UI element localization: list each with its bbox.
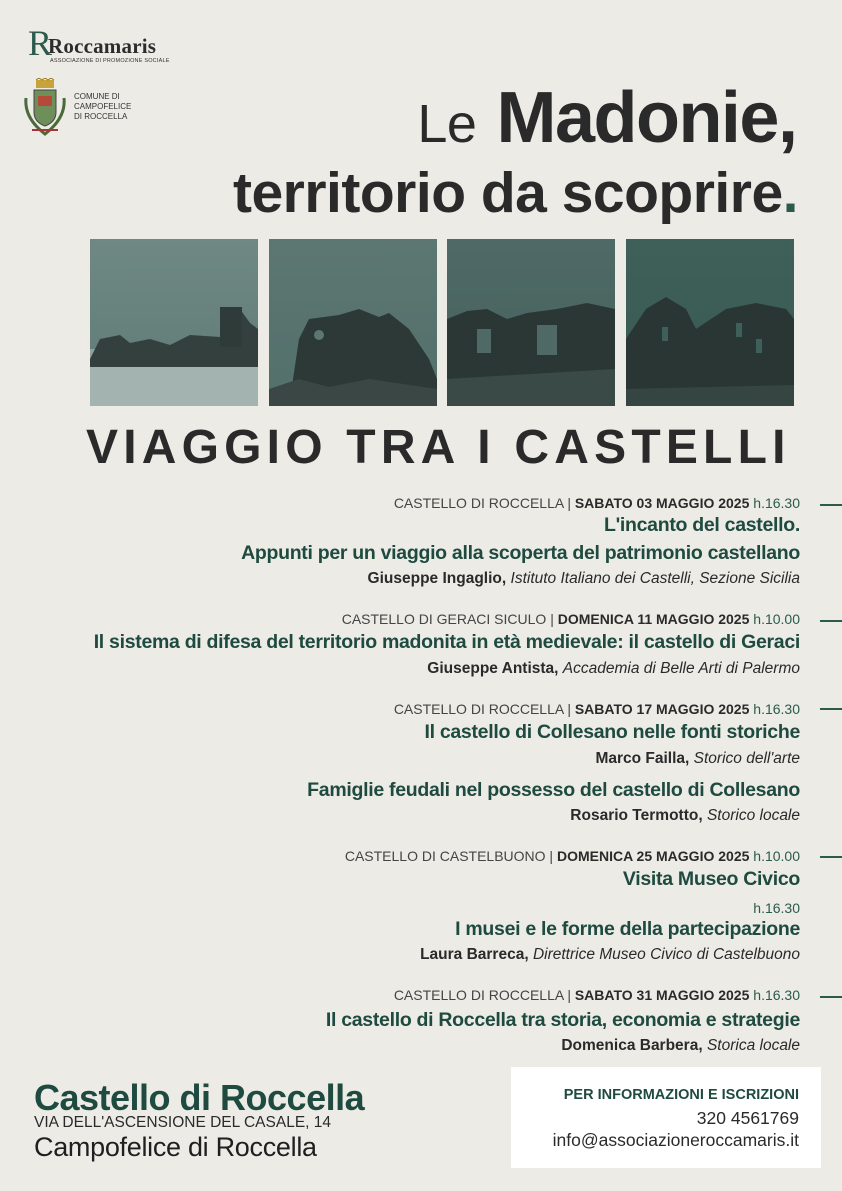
event-dash xyxy=(820,996,842,998)
speaker-affiliation: Storico locale xyxy=(706,807,800,824)
page-title-line2 xyxy=(233,160,798,226)
talk-title: Visita Museo Civico xyxy=(622,868,800,890)
event-meta xyxy=(394,701,800,717)
talk-title: Famiglie feudali nel possesso del castello di Collesano xyxy=(307,779,800,801)
event-dash xyxy=(820,856,842,858)
event-place: CASTELLO DI GERACI SICULO | xyxy=(341,611,554,627)
title-madonie: Madonie xyxy=(496,78,778,158)
speaker-name: Giuseppe Antista, xyxy=(427,660,559,677)
event-place: CASTELLO DI ROCCELLA | xyxy=(393,987,571,1003)
event-date: DOMENICA 11 MAGGIO 2025 xyxy=(557,611,750,627)
event-time: h.16.30 xyxy=(753,987,800,1003)
comune-line: COMUNE DI xyxy=(74,92,120,101)
speaker-affiliation: Storica locale xyxy=(706,1037,800,1054)
comune-line: DI ROCCELLA xyxy=(74,112,128,121)
event-place: CASTELLO DI CASTELBUONO | xyxy=(344,848,554,864)
title-line2-text: territorio da scoprire xyxy=(233,161,783,225)
info-email[interactable]: info@associazioneroccamaris.it xyxy=(552,1130,799,1150)
comune-logo xyxy=(22,78,162,138)
speaker-name: Giuseppe Ingaglio, xyxy=(367,570,507,587)
speaker-affiliation: Istituto Italiano dei Castelli, Sezione Sicilia xyxy=(510,570,800,587)
venue-name: Castello di Roccella xyxy=(34,1077,365,1118)
info-label: PER INFORMAZIONI E ISCRIZIONI xyxy=(563,1087,799,1103)
title-dot: . xyxy=(782,161,798,225)
speaker xyxy=(420,946,800,964)
speaker xyxy=(561,1037,800,1055)
speaker xyxy=(368,570,800,588)
venue-town: Campofelice di Roccella xyxy=(34,1132,317,1162)
event-dash xyxy=(820,708,842,710)
section-title: VIAGGIO TRA I CASTELLI xyxy=(86,421,791,474)
event-dash xyxy=(820,504,842,506)
speaker xyxy=(570,807,800,825)
talk-title: Il sistema di difesa del territorio madonita in età medievale: il castello di Geraci xyxy=(93,631,800,653)
event-date: SABATO 03 MAGGIO 2025 xyxy=(574,495,750,511)
brand-initial: R xyxy=(28,23,53,63)
talk-title: I musei e le forme della partecipazione xyxy=(455,918,800,940)
castle-photo-3 xyxy=(447,239,615,406)
event-time: h.16.30 xyxy=(753,495,800,511)
brand-tagline: ASSOCIAZIONE DI PROMOZIONE SOCIALE xyxy=(50,58,170,64)
talk-title: L'incanto del castello. xyxy=(603,514,800,536)
brand-name: Roccamaris xyxy=(48,34,157,58)
event-date: SABATO 17 MAGGIO 2025 xyxy=(574,701,750,717)
info-phone[interactable]: 320 4561769 xyxy=(696,1108,799,1128)
title-comma: , xyxy=(777,78,798,158)
event-time: h.16.30 xyxy=(753,900,800,916)
roccamaris-logo xyxy=(28,23,188,68)
info-box xyxy=(511,1067,821,1168)
event-place: CASTELLO DI ROCCELLA | xyxy=(393,495,571,511)
comune-line: CAMPOFELICE xyxy=(74,102,132,111)
event-date: DOMENICA 25 MAGGIO 2025 xyxy=(556,848,750,864)
castle-photo-1 xyxy=(90,239,258,406)
castle-photo-2 xyxy=(269,239,437,406)
speaker-affiliation: Storico dell'arte xyxy=(693,750,800,767)
speaker-name: Rosario Termotto, xyxy=(570,807,703,824)
talk-title: Appunti per un viaggio alla scoperta del patrimonio castellano xyxy=(241,542,800,564)
title-le: Le xyxy=(417,94,477,154)
speaker xyxy=(427,660,800,678)
event-place: CASTELLO DI ROCCELLA | xyxy=(393,701,571,717)
event-time: h.10.00 xyxy=(753,611,800,627)
event-time: h.16.30 xyxy=(753,701,800,717)
venue-address: VIA DELL'ASCENSIONE DEL CASALE, 14 xyxy=(34,1114,332,1131)
event-meta xyxy=(394,495,800,511)
event-meta xyxy=(342,611,800,627)
event-meta xyxy=(345,848,800,864)
speaker-name: Laura Barreca, xyxy=(420,946,529,963)
event-date: SABATO 31 MAGGIO 2025 xyxy=(574,987,750,1003)
speaker-name: Domenica Barbera, xyxy=(561,1037,703,1054)
speaker-name: Marco Failla, xyxy=(595,750,690,767)
castle-photo-4 xyxy=(626,239,794,406)
coat-of-arms-icon xyxy=(22,78,68,138)
event-time: h.10.00 xyxy=(753,848,800,864)
speaker xyxy=(595,750,800,768)
event-dash xyxy=(820,620,842,622)
talk-title: Il castello di Roccella tra storia, economia e strategie xyxy=(325,1009,800,1031)
talk-title: Il castello di Collesano nelle fonti storiche xyxy=(424,721,800,743)
speaker-affiliation: Direttrice Museo Civico di Castelbuono xyxy=(532,946,800,963)
speaker-affiliation: Accademia di Belle Arti di Palermo xyxy=(562,660,800,677)
page-title-line1 xyxy=(417,78,798,164)
event-meta xyxy=(394,987,800,1003)
